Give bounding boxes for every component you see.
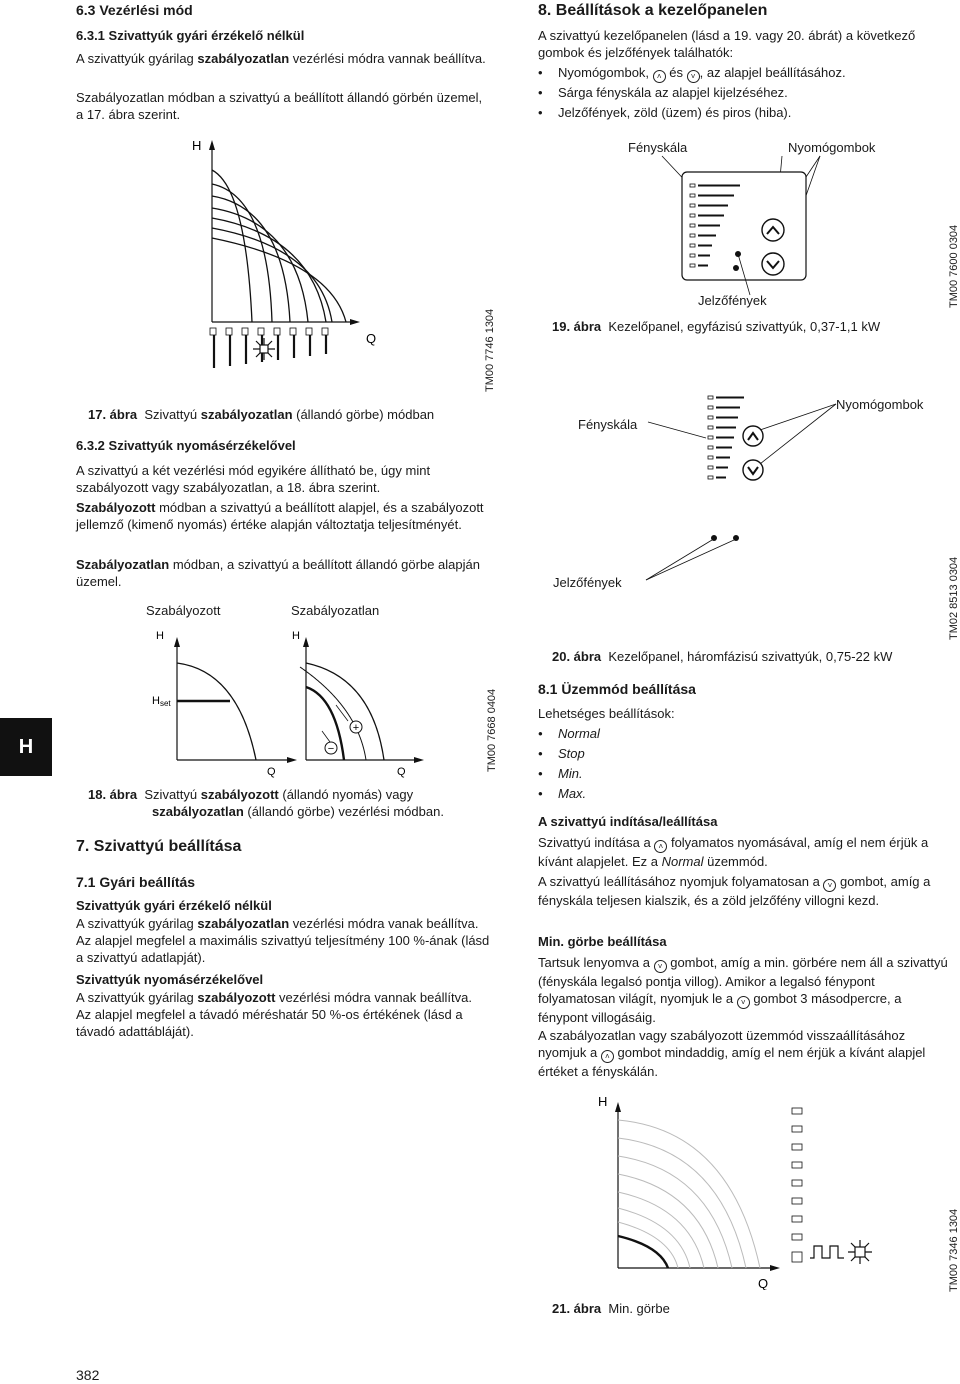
section-7-1-paragraph-2: A szivattyúk gyárilag szabályozott vezérlési módra vannak beállítva. Az alapjel megfelel a távadó méréshatár 50 %-os értékének (lásd a távadó adattábláját). xyxy=(76,990,472,1039)
fig19-light-scale-label: Fényskála xyxy=(628,140,688,155)
section-8-bullet-3: • Jelzőfények, zöld (üzem) és piros (hiba). xyxy=(538,103,958,123)
figure-17-curves xyxy=(180,130,400,390)
down-button-icon: ˅ xyxy=(687,70,700,83)
fig19-indicator-label: Jelzőfények xyxy=(698,293,767,308)
fig18-h-label-right: H xyxy=(292,630,300,642)
down-button-icon xyxy=(743,460,763,480)
section-6-3-2-paragraph-3: Szabályozatlan módban, a szivattyú a beállított állandó görbe alapján üzemel. xyxy=(76,557,480,589)
light-scale-icon xyxy=(708,396,744,479)
fig20-indicator-label: Jelzőfények xyxy=(553,575,622,590)
section-6-3-2-paragraph-1: A szivattyú a két vezérlési mód egyikére állítható be, úgy mint szabályozott vagy szabályozatlan, a 18. ábra szerint. xyxy=(76,463,431,495)
up-button-icon xyxy=(762,219,784,241)
fig18-tm-code: TM00 7668 0404 xyxy=(486,688,498,772)
up-button-icon xyxy=(743,426,763,446)
up-button-icon: ˄ xyxy=(653,70,666,83)
section-7-title: 7. Szivattyú beállítása xyxy=(76,838,242,855)
mode-normal: • Normal xyxy=(538,724,600,744)
fig20-light-scale-label: Fényskála xyxy=(578,417,638,432)
figure-21-min-curve xyxy=(560,1090,930,1290)
fig20-buttons-label: Nyomógombok xyxy=(836,397,924,412)
indicator-light-icon xyxy=(711,535,717,541)
section-8-bullet-1: • Nyomógombok, ˄ és ˅ , az alapjel beállításához. xyxy=(538,63,958,83)
light-scale-icon xyxy=(792,1108,802,1262)
fig21-tm-code: TM00 7346 1304 xyxy=(948,1208,960,1292)
mode-list xyxy=(538,724,600,804)
figure-18-curves xyxy=(140,625,440,780)
fig18-hset-label: Hset xyxy=(152,695,171,708)
mode-max: • Max. xyxy=(538,784,600,804)
fig18-minus: − xyxy=(327,743,335,755)
fig18-label-unregulated: Szabályozatlan xyxy=(291,603,380,618)
down-button-icon: ˅ xyxy=(654,960,667,973)
fig21-caption: 21. ábra Min. görbe xyxy=(552,1301,670,1316)
min-curve-paragraph-2: A szabályozatlan vagy szabályozott üzemmód visszaállításához nyomjuk a ˄ gombot mindaddig, amíg el nem érjük a kívánt alapjel értéket a fényskálán. xyxy=(538,1028,926,1079)
fig21-h-label: H xyxy=(598,1094,608,1109)
figure-20-control-panel xyxy=(640,380,940,600)
fig20-caption: 20. ábra Kezelőpanel, háromfázisú szivattyúk, 0,75-22 kW xyxy=(552,649,893,664)
section-7-1-sub-2: Szivattyúk nyomásérzékelővel xyxy=(76,972,264,987)
section-7-1-sub-1: Szivattyúk gyári érzékelő nélkül xyxy=(76,898,272,913)
side-section-tab: H xyxy=(0,718,52,776)
blink-signal-icon xyxy=(810,1246,844,1258)
fig17-q-label: Q xyxy=(366,331,377,346)
start-stop-title: A szivattyú indítása/leállítása xyxy=(538,814,718,829)
section-8-title: 8. Beállítások a kezelőpanelen xyxy=(538,2,768,19)
section-8-paragraph: A szivattyú kezelőpanelen (lásd a 19. vagy 20. ábrát) a következő gombok és jelzőfények találhatók: xyxy=(538,28,916,60)
start-paragraph: Szivattyú indítása a ˄ folyamatos nyomásával, amíg el nem érjük a kívánt alapjelet. Ez a Normal üzemmód. xyxy=(538,835,929,869)
light-on-icon xyxy=(253,338,275,360)
mode-min: • Min. xyxy=(538,764,600,784)
section-6-3-1-paragraph-1: A szivattyúk gyárilag szabályozatlan vezérlési módra vannak beállítva. xyxy=(76,51,486,66)
section-7-1-title: 7.1 Gyári beállítás xyxy=(76,874,196,890)
stop-paragraph: A szivattyú leállításához nyomjuk folyamatosan a ˅ gombot, amíg a fényskála teljesen kialszik, és a zöld jelzőfény villogni kezd. xyxy=(538,874,931,908)
fig17-h-label: H xyxy=(192,138,202,153)
fig20-tm-code: TM02 8513 0304 xyxy=(948,556,960,640)
light-bar-icon xyxy=(210,328,328,335)
indicator-light-icon xyxy=(733,535,739,541)
fig17-tm-code: TM00 7746 1304 xyxy=(484,308,496,392)
indicator-light-icon xyxy=(733,265,739,271)
page-number: 382 xyxy=(76,1367,100,1383)
fig18-h-label-left: H xyxy=(156,630,164,642)
fig18-plus: + xyxy=(352,722,360,734)
mode-stop: • Stop xyxy=(538,744,600,764)
fig18-q-label-left: Q xyxy=(267,766,276,778)
down-button-icon xyxy=(762,253,784,275)
section-8-bullets xyxy=(538,63,958,123)
down-button-icon: ˅ xyxy=(823,879,836,892)
up-button-icon: ˄ xyxy=(601,1050,614,1063)
section-6-3-1-paragraph-2: Szabályozatlan módban a szivattyú a beállított állandó görbén üzemel, a 17. ábra szerint. xyxy=(76,90,483,122)
fig18-caption: 18. ábra Szivattyú szabályozott (állandó nyomás) vagy xyxy=(88,787,414,802)
fig19-buttons-label: Nyomógombok xyxy=(788,140,876,155)
section-6-3-title: 6.3 Vezérlési mód xyxy=(76,2,193,18)
fig17-caption: 17. ábra Szivattyú szabályozatlan (állandó görbe) módban xyxy=(88,407,435,422)
light-on-icon xyxy=(848,1240,872,1264)
section-8-1-title: 8.1 Üzemmód beállítása xyxy=(538,681,696,697)
down-button-icon: ˅ xyxy=(737,996,750,1009)
section-6-3-2-title: 6.3.2 Szivattyúk nyomásérzékelővel xyxy=(76,438,296,453)
fig19-tm-code: TM00 7600 0304 xyxy=(948,224,960,308)
section-8-1-paragraph: Lehetséges beállítások: xyxy=(538,706,675,721)
min-curve-paragraph-1: Tartsuk lenyomva a ˅ gombot, amíg a min. görbére nem áll a szivattyú (fényskála legalsó pontja villog). Amikor a legalsó fénypont folyamatosan világít, nyomjuk le a ˅ gombot 3 másodpercre, a fénypont villogásáig. xyxy=(538,955,948,1025)
fig19-caption: 19. ábra Kezelőpanel, egyfázisú szivattyúk, 0,37-1,1 kW xyxy=(552,319,881,334)
up-button-icon: ˄ xyxy=(654,840,667,853)
section-7-1-paragraph-1: A szivattyúk gyárilag szabályozatlan vezérlési módra vanak beállítva. Az alapjel megfelel a maximális szivattyú teljesítmény 100 %-ának (lásd a szivattyú adatlapját). xyxy=(76,916,490,965)
section-6-3-2-paragraph-2: Szabályozott módban a szivattyú a beállított alapjel, és a szabályozott jellemző (kimenő nyomás) értéke alapján változtatja teljesítményét. xyxy=(76,500,484,532)
min-curve-title: Min. görbe beállítása xyxy=(538,934,667,949)
figure-19-control-panel xyxy=(600,150,840,310)
fig18-caption-line-2: szabályozatlan (állandó görbe) vezérlési módban. xyxy=(152,804,444,819)
fig18-q-label-right: Q xyxy=(397,766,406,778)
fig21-q-label: Q xyxy=(758,1276,769,1290)
section-6-3-1-title: 6.3.1 Szivattyúk gyári érzékelő nélkül xyxy=(76,28,305,43)
section-8-bullet-2: • Sárga fényskála az alapjel kijelzéséhez. xyxy=(538,83,958,103)
fig18-label-regulated: Szabályozott xyxy=(146,603,221,618)
